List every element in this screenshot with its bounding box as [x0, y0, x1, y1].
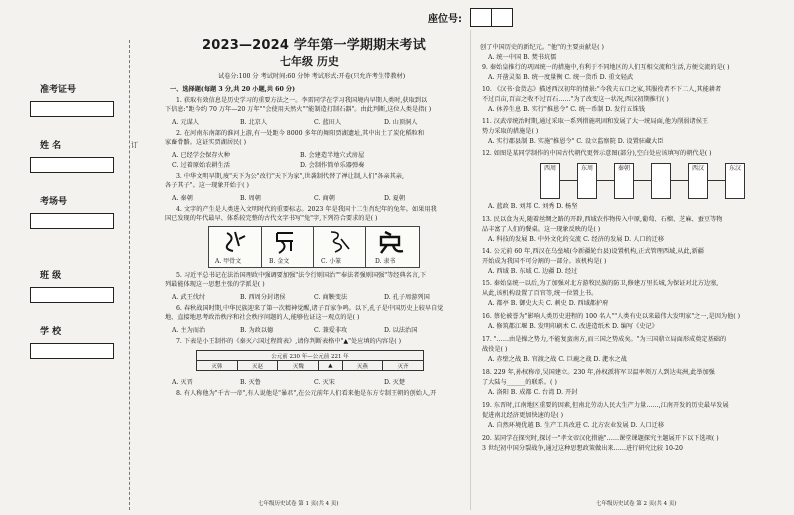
right-line: 开始成为我国不可分割的一部分。该机构是( ) — [482, 258, 607, 265]
seat-box-2[interactable] — [491, 8, 513, 27]
question-12-options[interactable]: A. 蓝政 B. 刘邦 C. 刘秀 D. 杨坚 — [488, 203, 578, 210]
table-cell: 灭燕 — [342, 361, 383, 371]
question-1-line-2: 下信息:"距今约 70 万年—20 万年""会使用天然火""能制造打制石器"。由此判断,这位人类是指( ) — [165, 106, 432, 113]
exam-subtitle: 七年级 历史 — [280, 55, 339, 68]
question-8-line-1: 8. 有人称他为"千古一帝",有人说他是"暴君",在公元前年人们看来他是东方专制王朝的创始人,开 — [176, 390, 437, 397]
question-1-option-d[interactable]: D. 山顶洞人 — [384, 119, 418, 126]
question-7-line-1: 7. 下表是小王制作的《秦灭六国过程简表》,请你判断表格中"▲"处应填的内容是( ) — [176, 338, 402, 345]
question-2-option-b[interactable]: B. 会建造半地穴式房屋 — [300, 152, 365, 159]
name-label: 姓 名 — [40, 141, 62, 151]
seat-box-1[interactable] — [470, 8, 492, 27]
glyph-label-b: B. 金文 — [269, 258, 290, 265]
question-6-line-2: 地、直接地思考政治秩序和社会秩序问题的人,能够佐证这一观点的是( ) — [165, 314, 360, 321]
right-line: 17. "……由是操之势力,不能复蛮南方,而三国之势成矣。"为三国鼎立局面形成奠定基础的 — [482, 336, 727, 343]
question-3-option-d[interactable]: D. 夏朝 — [384, 195, 406, 202]
question-2-line-2: 家畜骨骼。这证实贾湖居民( ) — [165, 139, 247, 146]
right-line: 促进南北经济更加快速的是( ) — [482, 412, 564, 419]
glyph-label-c: C. 小篆 — [321, 258, 342, 265]
question-7-option-c[interactable]: C. 灭宋 — [314, 379, 335, 386]
right-line: A. 洛阳 B. 成都 C. 台湾 D. 开封 — [488, 389, 578, 396]
question-2-option-d[interactable]: D. 会制作简单乐器弹奏 — [300, 162, 365, 169]
right-line: 创了中国历史的新纪元。"他"的主要贡献是( ) — [480, 44, 604, 51]
right-line: A. 都亭 B. 御史大夫 C. 刺史 D. 西域都护府 — [488, 300, 609, 307]
table-cell: 灭赵 — [237, 361, 278, 371]
question-5-option-d[interactable]: D. 孔子周游列国 — [384, 294, 430, 301]
flow-box: 东汉 — [725, 163, 745, 199]
question-1-option-c[interactable]: C. 蓝田人 — [314, 119, 342, 126]
right-line: 19. 东晋时,江南地区重要的因素,但南北劳动人民大生产力量……,江南开发的历史最早发展 — [482, 402, 729, 409]
glyph-label-d: D. 隶书 — [375, 258, 396, 265]
table-header: 公元前 230 年—公元前 221 年 — [197, 351, 424, 361]
question-3-line-1: 3. 中华文明早期,废"天下为公"改行"天下为家",世袭制代替了禅让制,人们"各亲其亲, — [176, 173, 404, 180]
right-line: 14. 公元前 60 年,西汉在乌垒城(今新疆轮台县)设置机构,正式管理西域,从此,新疆 — [482, 248, 704, 255]
right-line: 11. 汉武帝统治时期,通过采取一系列措施巩固和发展了大一统局面,他为削弱诸侯王 — [482, 118, 709, 125]
right-line: A. 开凿灵渠 B. 统一度量衡 C. 统一货币 D. 重文轻武 — [488, 74, 634, 81]
admission-number-field[interactable] — [30, 101, 114, 117]
school-label: 学 校 — [40, 327, 62, 337]
question-2-option-c[interactable]: C. 过着原始农耕生活 — [172, 162, 230, 169]
exam-room-field[interactable] — [30, 213, 114, 229]
question-6-line-1: 6. 春秋战国时期,中华民族迎来了第一次精神觉醒,诸子百家争鸣。以下,孔子是中国历史上较早自觉 — [176, 305, 444, 312]
right-line: 18. 229 年,孙权称帝,吴国建立。230 年,孙权派将军卫温率领万人到达夷洲,此举加强 — [482, 369, 715, 376]
question-3-line-2: 各子其子"。这一现象开始于( ) — [165, 182, 249, 189]
question-6-option-a[interactable]: A. 主为而治 — [172, 327, 206, 334]
question-2-option-a[interactable]: A. 已经学会保存火种 — [172, 152, 230, 159]
bronze-glyph-icon — [261, 227, 313, 255]
right-line: A. 赤壁之战 B. 官渡之战 C. 巨鹿之战 D. 淝水之战 — [488, 356, 627, 363]
right-line: 9. 秦始皇推行的巩固统一的措施中,有利于不同地区的人们互相交流和生活,方便交流的是( ) — [482, 64, 730, 71]
class-label: 班 级 — [40, 271, 62, 281]
question-2-line-1: 2. 在河南东南部的淮河上游,有一处距今 8000 多年的舞阳贾湖遗址,其中出土了炭化稻粒和 — [176, 130, 425, 137]
question-7-option-d[interactable]: D. 灭楚 — [384, 379, 406, 386]
question-1-line-1: 1. 获取有效信息是历史学习的重要方法之一。李雷同学在学习我国境内早期人类时,获取到以 — [176, 97, 428, 104]
flow-box: 西汉 — [688, 163, 708, 199]
oracle-glyph-icon — [209, 227, 261, 255]
exam-meta: 试卷分:100 分 考试时间:60 分钟 考试形式:开卷(只允许考生带教材) — [218, 73, 406, 80]
right-line: 15. 秦始皇统一以后,为了加强对北方游牧民族的防卫,修建万里长城,为保证对北方边塞, — [482, 280, 719, 287]
table-cell: 灭韩 — [197, 361, 238, 371]
glyph-option-d[interactable] — [365, 227, 419, 267]
right-line: 13. 民以食为天,随着丝绸之路的开辟,西域农作物传入中原,葡萄、石榴、芝麻、蚕豆等物 — [482, 216, 723, 223]
binding-line — [129, 40, 130, 510]
glyph-option-c[interactable] — [313, 227, 366, 267]
section-heading: 一、选择题(每题 3 分,共 20 小题,共 60 分) — [170, 86, 296, 93]
flow-box: 西周 — [540, 163, 560, 199]
right-line: 20. 某同学在探究时,探讨一"孝文帝汉化措施"……课堂课题探究主题展开下以下选项( ) — [482, 435, 719, 442]
right-line: A. 实行郡县制 B. 实施"推恩令" C. 设立监察院 D. 设置驻藏大臣 — [488, 138, 664, 145]
school-field[interactable] — [30, 343, 114, 359]
seal-glyph-icon — [313, 227, 365, 255]
flow-arrow — [707, 180, 725, 181]
right-line: A. 休养生息 B. 实行"推恩令" C. 统一币制 D. 发行五铢钱 — [488, 106, 645, 113]
right-line: 品丰富了人们的餐桌。这一现象反映的是( ) — [482, 226, 601, 233]
right-line: 10. 《汉书·食货志》描述西汉初年的情景:"今我夫五口之家,其服役者不下二人,其能耕者 — [482, 86, 722, 93]
binding-mark: 订 — [131, 141, 138, 149]
flow-arrow — [633, 180, 651, 181]
question-6-option-b[interactable]: B. 为政以德 — [240, 327, 274, 334]
right-line: A. 修筑都江堰 B. 发明印刷术 C. 改进造纸术 D. 编写《史记》 — [488, 323, 658, 330]
question-5-option-b[interactable]: B. 西周分封诸侯 — [240, 294, 286, 301]
right-line: A. 西域 B. 东域 C. 边疆 D. 经过 — [488, 268, 578, 275]
question-6-option-d[interactable]: D. 以法治国 — [384, 327, 418, 334]
right-line: 12. 如图是某同学制作的中国古代朝代更替示意图(部分),空白处应该填写的朝代是( ) — [482, 150, 712, 157]
seat-label: 座位号: — [428, 14, 462, 25]
question-5-line-2: 列最能体现这一思想主张的学派是( ) — [165, 281, 265, 288]
admission-number-label: 准考证号 — [40, 85, 77, 95]
table-cell: 灭齐 — [383, 361, 424, 371]
flow-box: 秦朝 — [614, 163, 634, 199]
right-line: 势力采取的措施是( ) — [482, 128, 539, 135]
flow-arrow — [670, 180, 688, 181]
exam-title: 2023—2024 学年第一学期期末考试 — [202, 38, 426, 53]
table-cell: 灭魏 — [278, 361, 319, 371]
question-5-option-c[interactable]: C. 商鞅变法 — [314, 294, 348, 301]
glyph-label-a: A. 甲骨文 — [215, 258, 242, 265]
question-4-line-1: 4. 文字的产生是人类进入文明时代的重要标志。2023 年是我国十二生肖纪年的兔年。如果用我 — [176, 206, 437, 213]
page-footer-left: 七年级历史试卷 第 1 页(共 4 页) — [258, 501, 339, 507]
question-5-option-a[interactable]: A. 武王伐纣 — [172, 294, 206, 301]
flow-box: 东周 — [577, 163, 597, 199]
right-line: 3 世纪初中国分裂战争,通过这种思想政策做出来……进行研究比较 10-20 — [482, 445, 683, 452]
flow-arrow — [559, 180, 577, 181]
question-4-line-2: 国已发现的年代最早、体系较完整的古代文字书写"兔"字,下列符合要求的是( ) — [165, 215, 378, 222]
name-field[interactable] — [30, 157, 114, 173]
question-7-option-b[interactable]: B. 灭鲁 — [240, 379, 261, 386]
right-line: A. 自然环境优越 B. 生产工具改进 C. 北方农业发展 D. 人口迁移 — [488, 422, 665, 429]
class-field[interactable] — [30, 287, 114, 303]
flow-box-blank[interactable] — [651, 163, 671, 199]
question-3-option-a[interactable]: A. 秦朝 — [172, 195, 193, 202]
glyph-panel — [208, 226, 420, 268]
right-line: 不过百亩,百亩之收不过百石……"为了改变这一状况,西汉初期推行( ) — [482, 96, 669, 103]
question-7-option-a[interactable]: A. 灭晋 — [172, 379, 193, 386]
right-line: 了大陆与______的联系。( ) — [482, 379, 557, 386]
glyph-option-b[interactable] — [261, 227, 314, 267]
question-5-line-1: 5. 习近平总书记在法治国理政中强调要加强"法令行则国治""奉法者强则国强"等经典名言,下 — [176, 272, 427, 279]
qin-unification-table — [196, 350, 424, 371]
exam-room-label: 考场号 — [40, 197, 68, 207]
question-3-option-b[interactable]: B. 周朝 — [240, 195, 261, 202]
right-line: 16. 蔡伦被誉为"影响人类历史进程的 100 名人""人类有史以来最伟大发明家"之一,是因为他( ) — [482, 313, 741, 320]
flow-arrow — [596, 180, 614, 181]
question-1-option-b[interactable]: B. 北京人 — [240, 119, 268, 126]
clerical-glyph-icon — [365, 227, 419, 255]
glyph-option-a[interactable] — [209, 227, 262, 267]
right-line: A. 科技的发展 B. 中外文化的交流 C. 经济的发展 D. 人口的迁移 — [488, 236, 665, 243]
right-line: 战役是( ) — [482, 346, 508, 353]
question-1-option-a[interactable]: A. 元谋人 — [172, 119, 199, 126]
page-divider — [470, 30, 471, 510]
question-6-option-c[interactable]: C. 兼爱非攻 — [314, 327, 348, 334]
right-line: A. 统一中国 B. 焚书坑儒 — [488, 54, 557, 61]
right-line: 从此,该机构设置了百官等,统一位置上书。 — [482, 290, 598, 297]
question-3-option-c[interactable]: C. 商朝 — [314, 195, 335, 202]
page-footer-right: 七年级历史试卷 第 2 页(共 4 页) — [596, 501, 677, 507]
table-cell-blank: ▲ — [319, 361, 342, 371]
